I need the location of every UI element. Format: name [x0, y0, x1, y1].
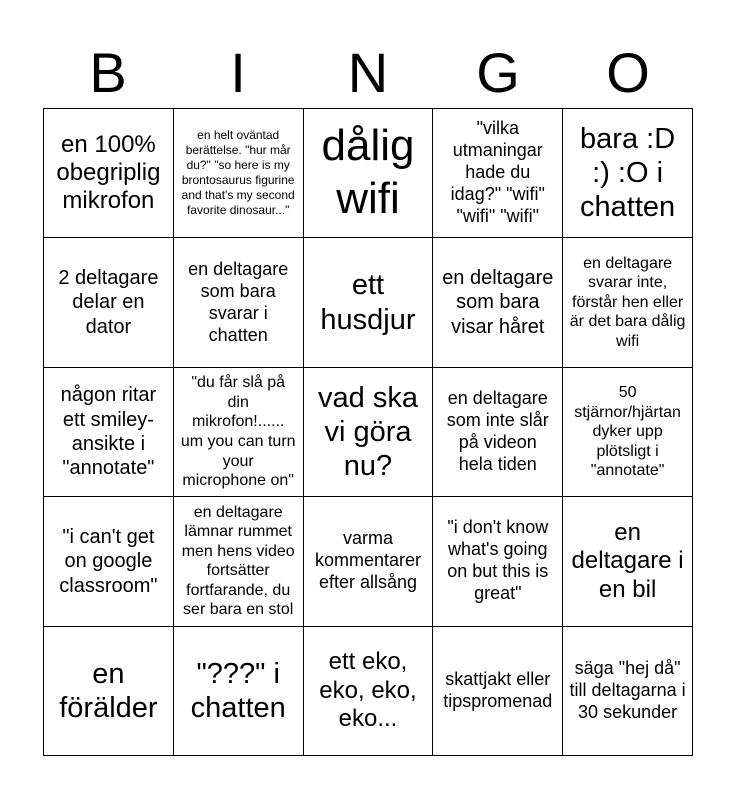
- bingo-cell-r5c1[interactable]: en förälder: [44, 627, 174, 756]
- bingo-cell-r3c5[interactable]: 50 stjärnor/hjärtan dyker upp plötsligt i "annotate": [563, 368, 693, 497]
- bingo-cell-r4c1[interactable]: "i can't get on google classroom": [44, 497, 174, 626]
- bingo-board: [43, 108, 693, 756]
- bingo-cell-r1c5[interactable]: bara :D :) :O i chatten: [563, 109, 693, 238]
- bingo-cell-r4c2[interactable]: en deltagare lämnar rummet men hens video fortsätter fortfarande, du ser bara en stol: [174, 497, 304, 626]
- header-letter-o: O: [606, 41, 650, 104]
- bingo-cell-r5c2[interactable]: "???" i chatten: [174, 627, 304, 756]
- bingo-cell-r4c3[interactable]: varma kommentarer efter allsång: [304, 497, 434, 626]
- bingo-cell-r4c4[interactable]: "i don't know what's going on but this is great": [433, 497, 563, 626]
- bingo-cell-r4c5[interactable]: en deltagare i en bil: [563, 497, 693, 626]
- bingo-cell-r1c3[interactable]: dålig wifi: [304, 109, 434, 238]
- bingo-header: [43, 38, 693, 108]
- bingo-cell-r3c4[interactable]: en deltagare som inte slår på videon hela tiden: [433, 368, 563, 497]
- bingo-cell-r2c3[interactable]: ett husdjur: [304, 238, 434, 367]
- header-letter-b: B: [89, 41, 127, 104]
- bingo-cell-r1c4[interactable]: "vilka utmaningar hade du idag?" "wifi" "wifi" "wifi": [433, 109, 563, 238]
- header-letter-g: G: [476, 41, 520, 104]
- bingo-cell-r5c5[interactable]: säga "hej då" till deltagarna i 30 sekunder: [563, 627, 693, 756]
- bingo-cell-r2c4[interactable]: en deltagare som bara visar håret: [433, 238, 563, 367]
- bingo-cell-r2c1[interactable]: 2 deltagare delar en dator: [44, 238, 174, 367]
- bingo-cell-r1c2[interactable]: en helt oväntad berättelse. "hur mår du?" "so here is my brontosaurus figurine and that's my second favorite dinosaur...": [174, 109, 304, 238]
- bingo-cell-r2c5[interactable]: en deltagare svarar inte, förstår hen eller är det bara dålig wifi: [563, 238, 693, 367]
- bingo-cell-r3c1[interactable]: någon ritar ett smiley-ansikte i "annotate": [44, 368, 174, 497]
- bingo-cell-r1c1[interactable]: en 100% obegriplig mikrofon: [44, 109, 174, 238]
- bingo-cell-r2c2[interactable]: en deltagare som bara svarar i chatten: [174, 238, 304, 367]
- header-letter-i: I: [230, 41, 246, 104]
- bingo-cell-r5c3[interactable]: ett eko, eko, eko, eko...: [304, 627, 434, 756]
- bingo-cell-r5c4[interactable]: skattjakt eller tipspromenad: [433, 627, 563, 756]
- bingo-cell-r3c3[interactable]: vad ska vi göra nu?: [304, 368, 434, 497]
- bingo-cell-r3c2[interactable]: "du får slå på din mikrofon!...... um you can turn your microphone on": [174, 368, 304, 497]
- header-letter-n: N: [347, 41, 389, 104]
